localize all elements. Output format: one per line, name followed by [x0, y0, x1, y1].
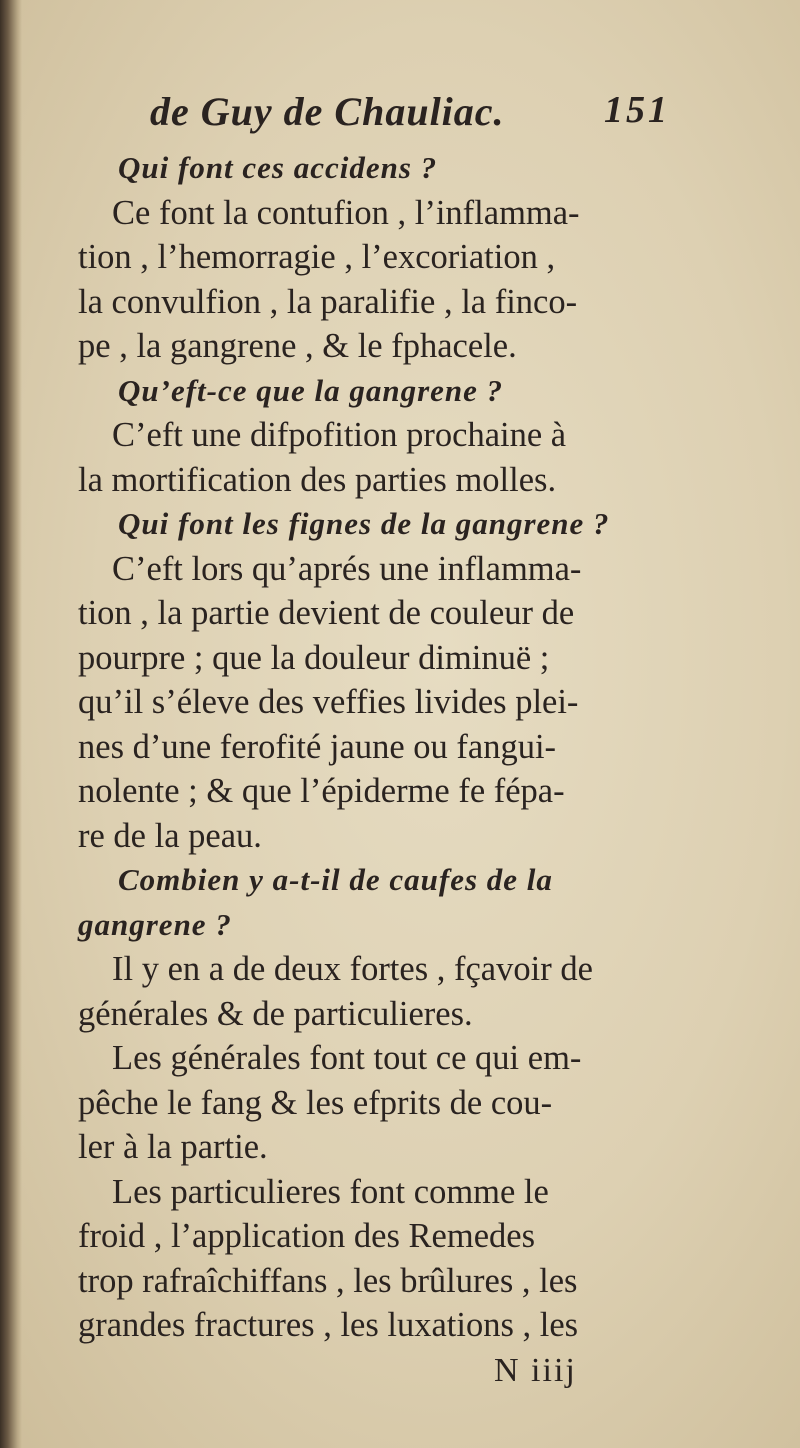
- text-line: tion , la partie devient de couleur de: [78, 594, 575, 632]
- text-line: re de la peau.: [78, 816, 262, 855]
- body-text: [78, 146, 708, 1348]
- text-line: Les particulieres font comme le: [112, 1172, 549, 1211]
- question-line: Qui font les fignes de la gangrene ?: [118, 506, 610, 541]
- text-line: trop rafraîchiffans , les brûlures , les: [78, 1261, 578, 1300]
- page-header: [150, 88, 670, 140]
- text-line: grandes fractures , les luxations , les: [78, 1306, 579, 1344]
- text-line: froid , l’application des Remedes: [78, 1217, 535, 1255]
- text-line: [78, 191, 708, 236]
- text-line: la mortification des parties molles.: [78, 460, 557, 499]
- running-head: de Guy de Chauliac.: [150, 89, 505, 134]
- text-line: C’eft une difpofition prochaine à: [112, 416, 567, 454]
- question-line: gangrene ?: [78, 906, 232, 942]
- text-line: la convulfion , la paralifie , la finco-: [78, 282, 578, 321]
- text-line: Il y en a de deux fortes , fçavoir de: [112, 950, 593, 988]
- page-number: 151: [604, 89, 670, 131]
- text-line: générales & de particulieres.: [78, 994, 473, 1033]
- question-line: Qui font ces accidens ?: [118, 150, 438, 185]
- question-line: Combien y a-t-il de caufes de la: [118, 862, 553, 897]
- text-line: tion , l’hemorragie , l’excoriation ,: [78, 238, 556, 276]
- question-line: Qu’eft-ce que la gangrene ?: [118, 372, 504, 408]
- text-line: pêche le fang & les efprits de cou-: [78, 1083, 553, 1122]
- text-line: Les générales font tout ce qui em-: [112, 1039, 582, 1077]
- text-line: nes d’une ferofité jaune ou fangui-: [78, 727, 557, 766]
- text-line: ler à la partie.: [78, 1128, 268, 1166]
- text-line: pourpre ; que la douleur diminuë ;: [78, 638, 550, 677]
- text-line: nolente ; & que l’épiderme fe fépa-: [78, 772, 565, 810]
- text-line: qu’il s’éleve des veffies livides plei-: [78, 683, 579, 721]
- catchword-signature: N iiij: [494, 1352, 577, 1389]
- text-line: C’eft lors qu’aprés une inflamma-: [112, 549, 582, 588]
- text-line-content: Ce font la contufion , l’inflamma-: [112, 193, 580, 232]
- page-binding-edge: [0, 0, 22, 1448]
- text-line: pe , la gangrene , & le fphacele.: [78, 327, 517, 365]
